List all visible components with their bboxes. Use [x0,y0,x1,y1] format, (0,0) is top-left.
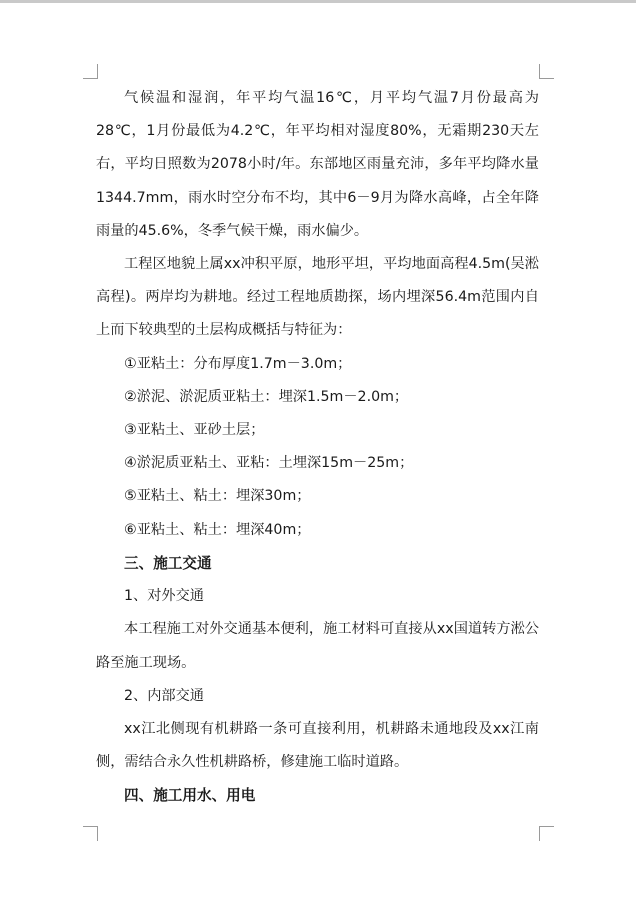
subheading-internal-traffic: 2、内部交通 [124,687,204,704]
document-body [96,82,539,813]
soil-layer-1: ①亚粘土：分布厚度1.7m－3.0m； [124,355,352,372]
subheading-external-traffic: 1、对外交通 [124,588,204,605]
margin-mark-top-left [83,64,98,79]
soil-layer-2: ②淤泥、淤泥质亚粘土：埋深1.5m－2.0m； [124,388,409,405]
paragraph-geology: 工程区地貌上属xx冲积平原，地形平坦，平均地面高程4.5m(吴淞高程)。两岸均为耕地。经过工程地质勘探，场内埋深56.4m范围内自上而下较典型的土层构成概括与特征为： [96,256,539,339]
soil-layer-4: ④淤泥质亚粘土、亚粘：土埋深15m－25m； [124,455,414,472]
soil-layer-3: ③亚粘土、亚砂土层； [124,422,265,439]
paragraph-external-traffic: 本工程施工对外交通基本便利，施工材料可直接从xx国道转方淞公路至施工现场。 [96,621,539,671]
margin-mark-bottom-left [83,826,98,841]
margin-mark-bottom-right [539,826,554,841]
section-heading-traffic: 三、施工交通 [124,554,212,572]
margin-mark-top-right [539,64,554,79]
paragraph-climate: 气候温和湿润，年平均气温16℃，月平均气温7月份最高为28℃，1月份最低为4.2℃，年平均相对湿度80%，无霜期230天左右，平均日照数为2078小时/年。东部地区雨量充沛，多年平均降水量1344.7mm，雨水时空分布不均，其中6－9月为降水高峰，占全年降雨量的45.6%，冬季气候干燥，雨水偏少。 [96,90,539,239]
paragraph-internal-traffic: xx江北侧现有机耕路一条可直接利用，机耕路未通地段及xx江南侧，需结合永久性机耕路桥，修建施工临时道路。 [96,721,539,771]
section-heading-water-power: 四、施工用水、用电 [124,787,256,805]
soil-layer-6: ⑥亚粘土、粘土：埋深40m； [124,521,311,538]
top-border [0,0,636,3]
soil-layer-5: ⑤亚粘土、粘土：埋深30m； [124,488,311,505]
